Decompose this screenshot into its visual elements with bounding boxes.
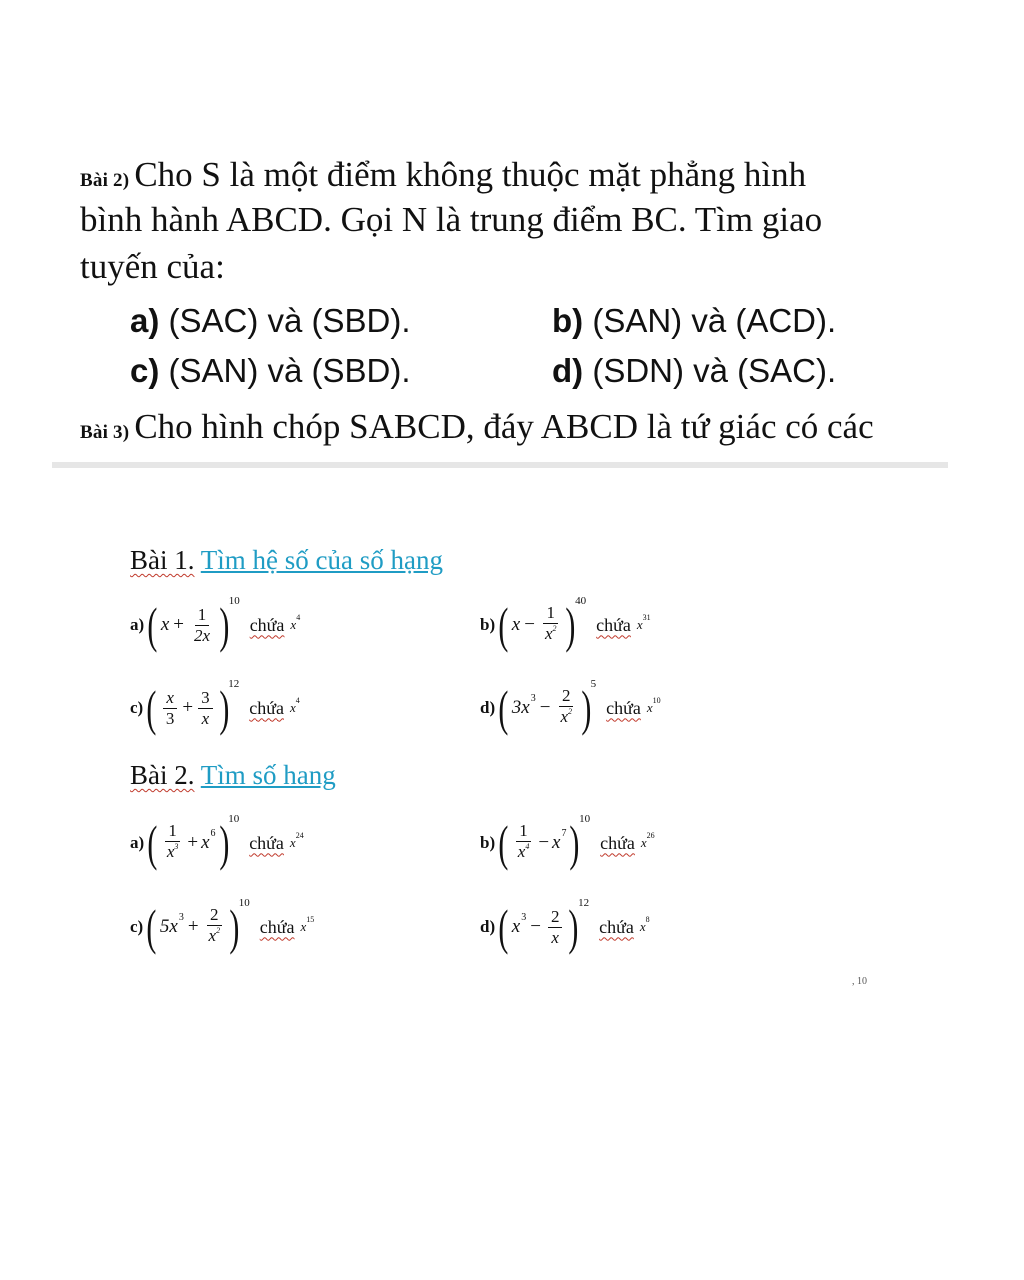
target-exp: 31 [642,612,651,622]
numerator: 1 [195,605,210,626]
chua-word: chứa [249,832,284,853]
section1-prefix: Bài 1. [130,545,195,575]
item-label: b) [480,615,496,634]
option-text: (SAN) và (ACD). [592,302,837,339]
target-var: x [640,835,647,850]
operator: − [524,614,535,635]
target-var: x [646,700,653,715]
option-text: (SDN) và (SAC). [592,352,837,389]
term-exp: 3 [530,692,536,704]
chua-word: chứa [600,832,635,853]
term: 5x [159,916,178,937]
target-exp: 4 [296,612,301,622]
item-label: d) [480,917,496,936]
item-label: a) [130,615,145,634]
option-letter: a) [130,302,160,339]
chua-word: chứa [249,614,285,635]
denominator [206,926,224,949]
fraction [163,688,178,729]
target-var: x [290,617,297,632]
target-var: x [289,700,296,715]
power: 10 [579,813,591,825]
numerator: 1 [165,821,180,842]
bai2-option-b [552,302,836,340]
term: x [511,916,521,937]
term: x [552,832,561,853]
item-label: c) [130,698,144,717]
fraction [542,603,560,647]
fraction [548,907,563,948]
page-divider [52,462,948,468]
target-exp: 15 [306,914,315,924]
section2-prefix: Bài 2. [130,760,195,790]
denominator: x [201,708,210,728]
paren-open: ( [498,680,509,736]
chua-word: chứa [249,697,284,718]
den-var: x [208,926,217,945]
den-exp: 2 [216,926,221,935]
term: 3x [511,697,530,718]
denominator: x [551,927,559,947]
chua-word: chứa [259,916,295,937]
item-label: d) [480,698,496,717]
operator: − [538,832,550,853]
target-var: x [289,835,296,850]
power: 12 [578,897,590,909]
chua-word: chứa [599,916,634,937]
paren-open: ( [146,899,157,955]
operator: + [173,614,184,635]
denominator [542,624,560,647]
bai2-option-a [130,302,411,340]
power: 10 [228,595,240,607]
numerator: 3 [198,688,213,709]
paren-close: ) [218,680,229,736]
bai2-option-d [552,352,836,390]
term: x [201,832,210,853]
s1-item-b [480,595,651,653]
chua-word: chứa [596,614,631,635]
option-text: (SAN) và (SBD). [168,352,411,389]
fraction [515,821,533,865]
bai2-line1: Cho S là một điểm không thuộc mặt phẳng hình [134,155,807,194]
item-label: a) [130,833,145,852]
den-exp: 2 [567,707,572,716]
fraction [164,821,182,865]
paren-open: ( [146,680,157,736]
den-exp: 4 [525,842,530,851]
section1-heading: Tìm hệ số của số hạng [200,545,443,575]
paren-close: ) [565,597,576,653]
denominator [557,707,575,730]
denominator: 2x [193,625,211,645]
paren-close: ) [219,597,230,653]
section1-title [130,545,443,576]
denominator [164,842,182,865]
bai2-label: Bài 2) [80,170,130,191]
s2-item-a [130,813,304,871]
item-label: c) [130,917,144,936]
s1-item-d [480,678,661,736]
term-exp: 3 [178,911,184,923]
paren-close: ) [218,815,229,871]
den-var: x [544,624,553,643]
bai2-line3: tuyến của: [80,247,225,286]
paren-open: ( [147,815,158,871]
den-exp: 3 [174,842,179,851]
target-var: x [636,617,643,632]
paren-close: ) [581,680,592,736]
term: x [511,614,521,635]
paren-close: ) [229,899,240,955]
paren-close: ) [568,899,579,955]
term-exp: 3 [521,911,527,923]
den-exp: 2 [552,624,557,633]
stray-mark: , 10 [852,976,867,987]
power: 40 [575,595,587,607]
target-var: x [300,919,307,934]
s2-item-d [480,897,650,955]
s1-item-c [130,678,300,736]
paren-open: ( [498,815,509,871]
power: 10 [228,813,240,825]
option-letter: c) [130,352,160,389]
target-exp: 24 [295,830,304,840]
fraction [191,605,213,646]
section2-heading: Tìm số hang [200,760,336,790]
term: x [160,614,170,635]
target-exp: 26 [646,830,655,840]
numerator: 1 [543,603,558,624]
paren-open: ( [147,597,158,653]
fraction [206,905,224,949]
option-text: (SAC) và (SBD). [168,302,411,339]
bai2-option-c [130,352,411,390]
s1-item-a [130,595,301,653]
bai3-header [80,404,874,450]
power: 5 [590,678,597,690]
numerator: x [163,688,177,709]
bai3-line1: Cho hình chóp SABCD, đáy ABCD là tứ giác có các [134,407,874,446]
numerator: 1 [516,821,531,842]
power: 12 [228,678,240,690]
fraction [198,688,213,729]
denominator: 3 [165,708,175,728]
numerator: 2 [207,905,222,926]
bai2-header [80,152,806,198]
option-letter: d) [552,352,584,389]
paren-open: ( [498,899,509,955]
den-var: x [166,842,175,861]
s2-item-b [480,813,655,871]
denominator [515,842,533,865]
s2-item-c [130,897,315,955]
operator: + [187,832,199,853]
paren-close: ) [569,815,580,871]
bai3-label: Bài 3) [80,422,130,443]
operator: + [182,697,194,718]
operator: + [187,916,199,937]
operator: − [530,916,541,937]
den-var: x [517,842,526,861]
target-var: x [639,919,646,934]
term-exp: 6 [210,827,216,839]
item-label: b) [480,833,496,852]
chua-word: chứa [606,697,641,718]
target-exp: 8 [645,914,650,924]
target-exp: 10 [652,695,661,705]
option-letter: b) [552,302,584,339]
fraction [557,686,575,730]
target-exp: 4 [295,695,300,705]
power: 10 [238,897,250,909]
den-var: x [560,707,568,726]
numerator: 2 [548,907,563,928]
paren-open: ( [498,597,509,653]
numerator: 2 [559,686,574,707]
operator: − [539,697,551,718]
term-exp: 7 [561,827,567,839]
bai2-line2: bình hành ABCD. Gọi N là trung điểm BC. Tìm giao [80,200,823,239]
section2-title [130,760,336,791]
